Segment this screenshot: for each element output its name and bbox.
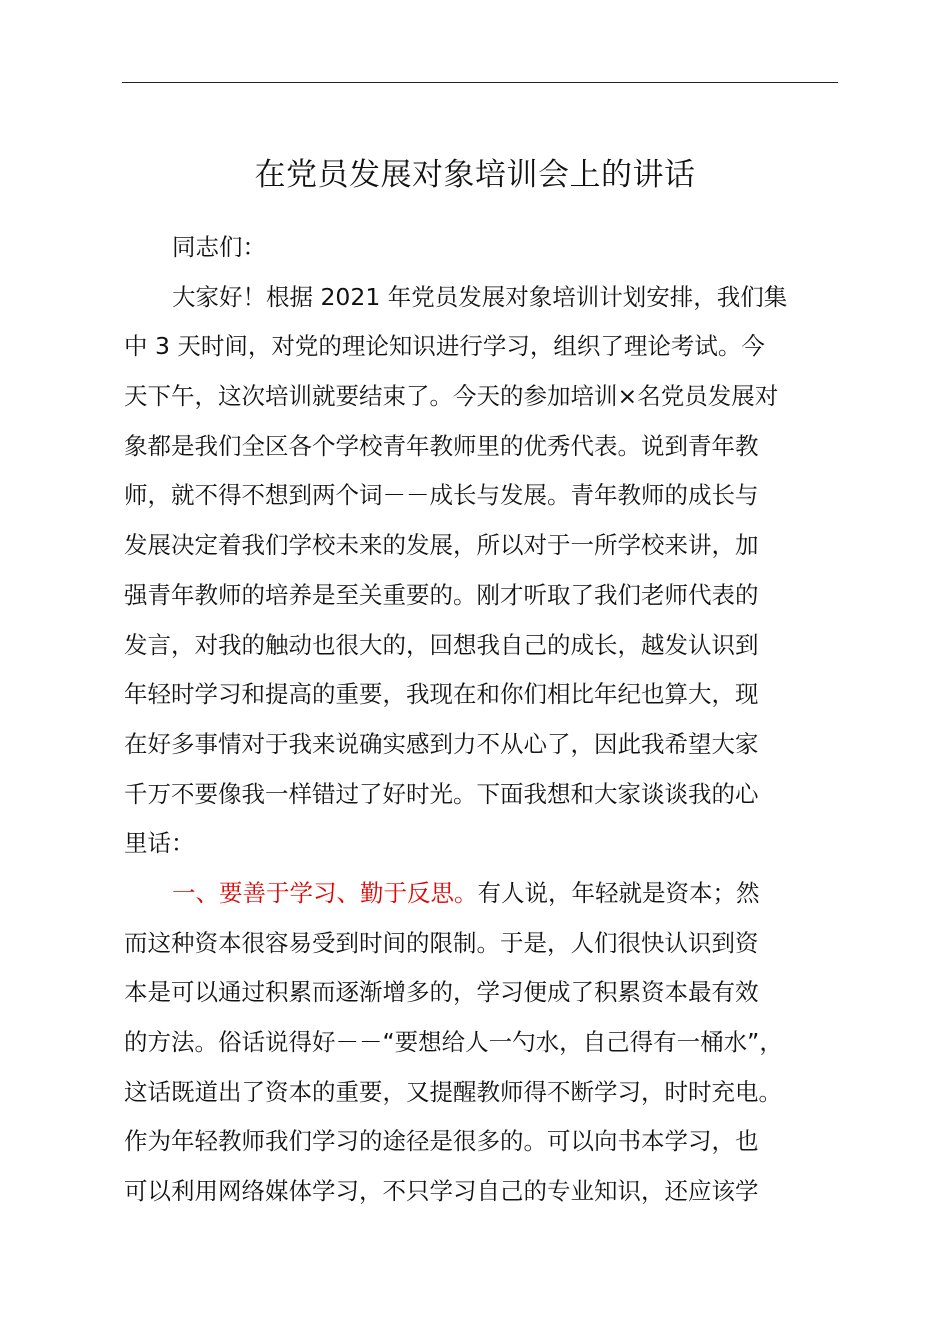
section-1-heading: 一、要善于学习、勤于反思。: [172, 878, 478, 907]
paragraph-line: 这话既道出了资本的重要，又提醒教师得不断学习，时时充电。: [124, 1077, 782, 1106]
paragraph-line: 象都是我们全区各个学校青年教师里的优秀代表。说到青年教: [124, 431, 759, 460]
paragraph-line: 可以利用网络媒体学习，不只学习自己的专业知识，还应该学: [124, 1177, 759, 1206]
paragraph-line: 天下午，这次培训就要结束了。今天的参加培训×名党员发展对: [124, 382, 779, 411]
document-body: [124, 223, 842, 1217]
paragraph-line: 发言，对我的触动也很大的，回想我自己的成长，越发认识到: [124, 630, 759, 659]
paragraph-line: 师，就不得不想到两个词－－成长与发展。青年教师的成长与: [124, 481, 759, 510]
paragraph-line: 中 3 天时间，对党的理论知识进行学习，组织了理论考试。今: [124, 332, 765, 361]
paragraph-line: 大家好！根据 2021 年党员发展对象培训计划安排，我们集: [172, 282, 788, 311]
paragraph-line: 发展决定着我们学校未来的发展，所以对于一所学校来讲，加: [124, 531, 759, 560]
paragraph-line: 本是可以通过积累而逐渐增多的，学习便成了积累资本最有效: [124, 978, 759, 1007]
paragraph-line: 千万不要像我一样错过了好时光。下面我想和大家谈谈我的心: [124, 779, 759, 808]
section-1-first-line: [124, 869, 842, 919]
header-rule: [122, 82, 838, 83]
paragraph-line: 的方法。俗话说得好－－“要想给人一勺水，自己得有一桶水”，: [124, 1028, 783, 1056]
paragraph-line: 年轻时学习和提高的重要，我现在和你们相比年纪也算大，现: [124, 680, 759, 709]
paragraph-line: 强青年教师的培养是至关重要的。刚才听取了我们老师代表的: [124, 580, 759, 609]
paragraph-line: 作为年轻教师我们学习的途径是很多的。可以向书本学习，也: [124, 1127, 759, 1156]
section-1-text: 有人说，年轻就是资本；然: [477, 878, 760, 907]
page-title: 在党员发展对象培训会上的讲话: [254, 157, 696, 193]
paragraph-line: 里话：: [124, 829, 195, 858]
salutation: 同志们：: [172, 233, 266, 261]
paragraph-line: 在好多事情对于我来说确实感到力不从心了，因此我希望大家: [124, 729, 759, 758]
paragraph-line: 而这种资本很容易受到时间的限制。于是，人们很快认识到资: [124, 928, 759, 957]
